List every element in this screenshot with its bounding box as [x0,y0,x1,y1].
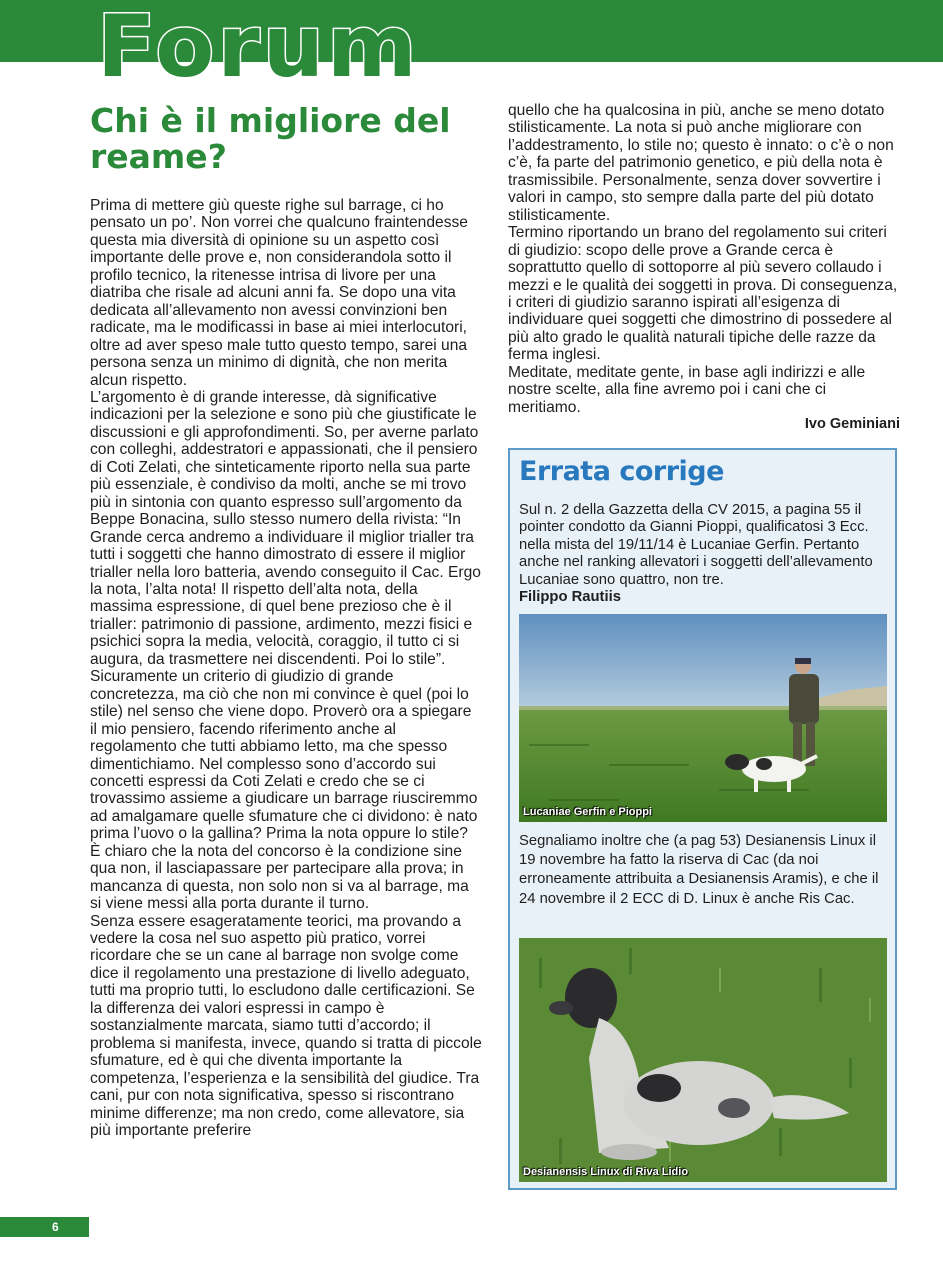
page-number: 6 [52,1220,59,1234]
errata-author: Filippo Rautiis [519,589,621,605]
article-author: Ivo Geminiani [804,416,900,433]
article-headline: Chi è il migliore del reame? [90,101,451,176]
article-paragraph: L’argomento è di grande interesse, dà significative indicazioni per la selezione e sono più che giustificate le discussioni e gli approfondimenti. So, per averne parlato con colleghi, addestratori e appassionati, che il pensiero di Coti Zelati, che sinteticamente riporto nella sua parte più essenziale, è condiviso da molti, anche se mi trovo più in sintonia con quanto espresso sull’argomento da Beppe Bonacina, sullo stesso numero della rivista: “In Grande cerca andremo a individuare il miglior trialler tra tutti i soggetti che hanno dimostrato di essere il miglior trialler nella loro batteria, avendo conseguito il Cac. Ergo la nota, l’alta nota! Il rispetto dell’alta nota, della massima espressione, di quel bene prezioso che è il trialler: patrimonio di passione, ardimento, mezzi fisici e psichici sopra la media, velocità, coraggio, il tutto ci si augura, da trasmettere nei discendenti. Poi lo stile”. Sicuramente un criterio di giudizio di grande concretezza, ma ciò che non mi convince è quel (poi lo stile) nel senso che viene dopo. Proverò ora a spiegare il mio pensiero, facendo riferimento anche al regolamento che tutti abbiamo letto, ma che spesso dimentichiamo. Nel complesso sono d’accordo sui concetti espressi da Coti Zelati e credo che se ci trovassimo assieme a giudicare un barrage riusciremmo ad amalgamare quelle sfumature che ci dividono: è nato prima l’uovo o la gallina? Prima la nota oppure lo stile? È chiaro che la nota del concorso è la condizione sine qua non, il lasciapassare per partecipare alla prova; in mancanza di questa, non solo non si va al barrage, ma si viene messi alla porta durante il turno. [90,388,481,913]
article-paragraph: Senza essere esageratamente teorici, ma provando a vedere la cosa nel suo aspetto più pratico, vorrei ricordare che se un cane al barrage non svolge come dice il regolamento una prestazione di livello adeguato, tutti ma proprio tutti, lo escludono dalle certificazioni. Se la differenza dei valori espressi in campo è sostanzialmente marcata, siamo tutti d’accordo; il problema si manifesta, invece, quando si tratta di piccole sfumature, ed è qui che diventa importante la competenza, l’esperienza e la sensibilità del giudice. Tra cani, pur con nota significativa, spesso si riscontrano minime differenze; ma non credo, come allevatore, sia più importante preferire [90,912,482,1140]
article-right-column [508,102,900,434]
photo-caption: Lucaniae Gerfin e Pioppi [523,806,652,818]
article-paragraph: quello che ha qualcosina in più, anche se meno dotato stilisticamente. La nota si può anche migliorare con l’addestramento, lo stile no; questo è innato: o c’è o non c’è, fa parte del patrimonio genetico, e più della nota è trasmissibile. Personalmente, senza dover sovvertire i valori in campo, sto sempre dalla parte del più dotato stilisticamente. [508,102,894,224]
errata-text: Sul n. 2 della Gazzetta della CV 2015, a pagina 55 il pointer condotto da Gianni Pioppi, qualificatosi 3 Ecc. nella mista del 19/11/14 è Lucaniae Gerfin. Pertanto anche nel ranking allevatori i soggetti dell’allevamento Lucaniae sono quattro, non tre. [519,502,873,588]
article-left-column [90,197,482,1139]
errata-box [508,448,897,1190]
article-paragraph: Termino riportando un brano del regolamento sui criteri di giudizio: scopo delle prove a Grande cerca è soprattutto quello di sottoporre al più severo collaudo i mezzi e le qualità dei soggetti in prova. Di conseguenza, i criteri di giudizio saranno ispirati all’esigenza di individuare quei soggetti che dimostrino di possedere al più alto grado le qualità naturali tipiche delle razze da ferma inglesi. [508,224,898,364]
photo-setter-dog [519,938,887,1182]
section-title: Forum [97,0,420,97]
page-number-tab [0,1217,89,1237]
photo-caption: Desianensis Linux di Riva Lidio [523,1166,689,1178]
errata-text: Segnaliamo inoltre che (a pag 53) Desianensis Linux il 19 novembre ha fatto la riserva di Cac (da noi erroneamente attribuita a Desianensis Aramis), e che il 24 novembre il 2 ECC di D. Linux è anche Ris Cac. [519,833,879,907]
article-paragraph: Prima di mettere giù queste righe sul barrage, ci ho pensato un po’. Non vorrei che qualcuno fraintendesse questa mia diversità di opinione su un aspetto così importante delle prove e, non considerandola sotto il profilo tecnico, la ritenesse intrisa di livore per una diatriba che risale ad alcuni anni fa. Se dopo una vita dedicata all’allevamento non avessi convinzioni ben radicate, ma le modificassi in base ai miei interlocutori, oltre ad aver speso male tutto questo tempo, sarei una persona senza un minimo di dignità, che non merita alcun rispetto. [90,197,468,389]
photo-pointer-field [519,614,887,822]
errata-title: Errata corrige [519,456,724,487]
setter-scene [519,938,887,1182]
article-paragraph: Meditate, meditate gente, in base agli indirizzi e alle nostre scelte, alla fine avremo poi i cani che ci meritiamo. [508,363,866,416]
field-scene [519,614,887,822]
